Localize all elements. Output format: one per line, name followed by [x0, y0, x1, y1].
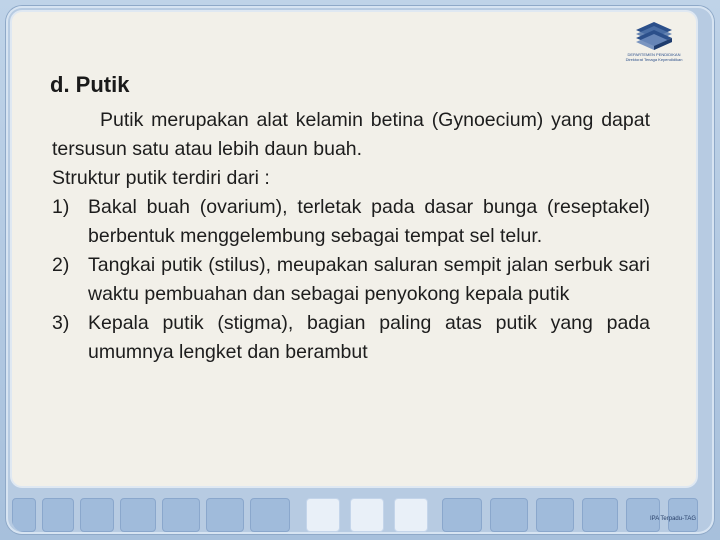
decorative-tile [250, 498, 290, 532]
decorative-tile [350, 498, 384, 532]
decorative-tile [490, 498, 528, 532]
list-item [52, 251, 650, 309]
decorative-tile [206, 498, 244, 532]
decorative-tile [668, 498, 698, 532]
list-marker: 1) [52, 196, 70, 218]
decorative-tile [42, 498, 74, 532]
content-panel [10, 10, 698, 488]
logo [622, 16, 686, 70]
decorative-tile [582, 498, 618, 532]
list-marker: 2) [52, 254, 70, 276]
decorative-bottom-bar [12, 492, 708, 532]
decorative-tile [626, 498, 660, 532]
decorative-tile [536, 498, 574, 532]
decorative-tile [306, 498, 340, 532]
list-marker: 3) [52, 312, 70, 334]
structure-list [52, 193, 650, 367]
decorative-tile [394, 498, 428, 532]
logo-caption-line2: Direktorat Tenaga Kependidikan [625, 57, 683, 62]
list-item-text: Bakal buah (ovarium), terletak pada dasar bunga (reseptakel) berbentuk menggelembung sebagai tempat sel telur. [88, 196, 650, 247]
logo-caption-line1: DEPARTEMEN PENDIDIKAN [627, 52, 681, 57]
list-item-text: Tangkai putik (stilus), meupakan saluran sempit jalan serbuk sari waktu pembuahan dan sebagai penyokong kepala putik [88, 254, 650, 305]
slide-body [52, 106, 650, 367]
decorative-tile [12, 498, 36, 532]
book-stack-logo-icon [622, 16, 686, 54]
decorative-tile [120, 498, 156, 532]
list-item [52, 193, 650, 251]
intro-paragraph: Putik merupakan alat kelamin betina (Gynoecium) yang dapat tersusun satu atau lebih daun buah. [52, 109, 650, 160]
footer-text: IPA Terpadu-TAG [649, 516, 696, 522]
structure-intro: Struktur putik terdiri dari : [52, 167, 270, 189]
decorative-tile [162, 498, 200, 532]
list-item [52, 309, 650, 367]
logo-caption [622, 52, 686, 62]
decorative-tile [80, 498, 114, 532]
slide-title: d. Putik [50, 72, 130, 97]
list-item-text: Kepala putik (stigma), bagian paling atas putik yang pada umumnya lengket dan berambut [88, 312, 650, 363]
decorative-tile [442, 498, 482, 532]
